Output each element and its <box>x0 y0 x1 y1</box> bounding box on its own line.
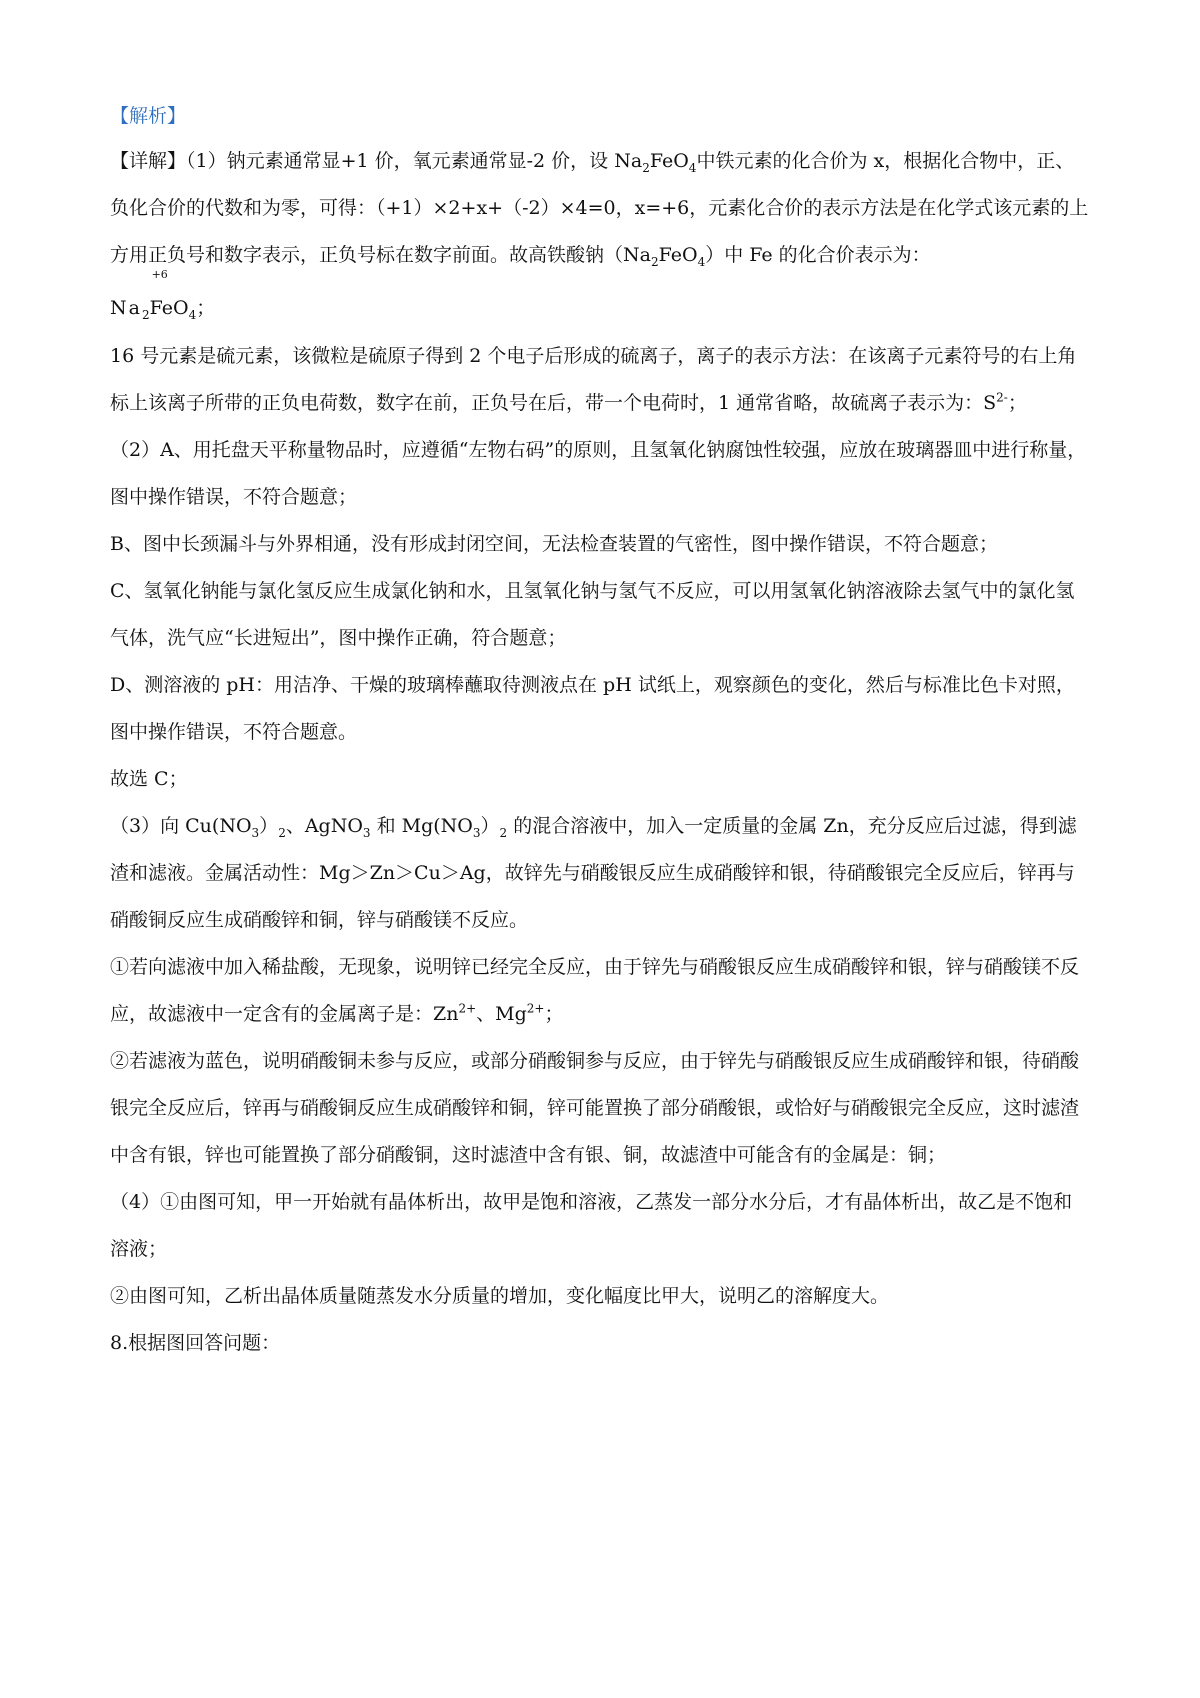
paragraph-option-a: （2）A、用托盘天平称量物品时，应遵循“左物右码”的原则，且氢氧化钠腐蚀性较强，应放在玻璃器皿中进行称量，图中操作错误，不符合题意； <box>110 439 1087 508</box>
paragraph-part-3-1 <box>110 944 1090 1038</box>
text-run: ； <box>196 297 216 319</box>
text-run: 中铁元素的化合价为 x，根据化合物中，正、负化合价的代数和为零，可得：（+1）×2+x+（-2）×4=0，x=+6，元素化合价的表示方法是在化学式该元素的上方用正负号和数字表示，正负号标在数字前面。故高铁酸钠（Na <box>110 150 1089 266</box>
valence-fe <box>149 268 173 333</box>
paragraph-part-4-1: （4）①由图可知，甲一开始就有晶体析出，故甲是饱和溶液，乙蒸发一部分水分后，才有晶体析出，故乙是不饱和溶液； <box>110 1191 1073 1260</box>
text-run: FeO <box>658 244 698 266</box>
section-heading: 【解析】 <box>110 105 187 127</box>
paragraph-answer: 故选 C； <box>110 768 188 790</box>
paragraph-part-3-2: ②若滤液为蓝色，说明硝酸铜未参与反应，或部分硝酸铜参与反应，由于锌先与硝酸银反应生成硝酸锌和银，待硝酸银完全反应后，锌再与硝酸铜反应生成硝酸锌和铜，锌可能置换了部分硝酸银，或恰好与硝酸银完全反应，这时滤渣中含有银，锌也可能置换了部分硝酸铜，这时滤渣中含有银、铜，故滤渣中可能含有的金属是：铜； <box>110 1050 1080 1166</box>
question-8-title: 8.根据图回答问题： <box>110 1332 281 1354</box>
subscript: 4 <box>188 307 197 322</box>
valence-mark: +6 <box>151 268 168 281</box>
text-run: ； <box>544 1003 564 1025</box>
subscript: 3 <box>251 825 260 840</box>
paragraph-detail-1 <box>110 138 1090 279</box>
subscript: 2 <box>278 825 286 840</box>
subscript: 2 <box>499 825 508 840</box>
text-run: （3）向 Cu(NO <box>110 815 252 837</box>
paragraph-sulfur-ion <box>110 333 1090 427</box>
subscript: 2 <box>642 160 650 175</box>
text-run: 的混合溶液中，加入一定质量的金属 Zn，充分反应后过滤，得到滤渣和滤液。金属活动性：Mg＞Zn＞Cu＞Ag，故锌先与硝酸银反应生成硝酸锌和银，待硝酸银完全反应后，锌再与硝酸铜反应生成硝酸锌和铜，锌与硝酸镁不反应。 <box>110 815 1077 931</box>
subscript: 4 <box>697 254 706 269</box>
subscript: 3 <box>472 825 481 840</box>
superscript: 2+ <box>458 1001 477 1016</box>
text-run: FeO <box>649 150 689 172</box>
text-run: 、AgNO <box>285 815 363 837</box>
text-run: 【详解】（1）钠元素通常显+1 价，氧元素通常显-2 价，设 Na <box>110 150 643 172</box>
formula-o: O <box>172 297 189 319</box>
paragraph-option-d: D、测溶液的 pH：用洁净、干燥的玻璃棒蘸取待测液点在 pH 试纸上，观察颜色的变化，然后与标准比色卡对照，图中操作错误，不符合题意。 <box>110 674 1075 743</box>
valence-formula <box>110 268 1090 333</box>
text-run: ①若向滤液中加入稀盐酸，无现象，说明锌已经完全反应，由于锌先与硝酸银反应生成硝酸锌和银，锌与硝酸镁不反应，故滤液中一定含有的金属离子是：Zn <box>110 956 1080 1025</box>
subscript: 4 <box>688 160 697 175</box>
superscript: 2+ <box>526 1001 545 1016</box>
formula-na: Na <box>110 297 142 319</box>
text-run: ） <box>259 815 279 837</box>
paragraph-option-b: B、图中长颈漏斗与外界相通，没有形成封闭空间，无法检查装置的气密性，图中操作错误，不符合题意； <box>110 533 998 555</box>
formula-fe: Fe <box>149 297 173 319</box>
text-run: ； <box>1007 392 1027 414</box>
superscript: 2- <box>996 390 1008 405</box>
text-run: 、Mg <box>476 1003 527 1025</box>
paragraph-option-c: C、氢氧化钠能与氯化氢反应生成氯化钠和水，且氢氧化钠与氢气不反应，可以用氢氧化钠溶液除去氢气中的氯化氢气体，洗气应“长进短出”，图中操作正确，符合题意； <box>110 580 1075 649</box>
paragraph-part-3 <box>110 803 1090 944</box>
subscript: 2 <box>650 254 659 269</box>
subscript: 3 <box>362 825 371 840</box>
text-run: ）中 Fe 的化合价表示为： <box>705 244 931 266</box>
subscript: 2 <box>141 307 150 322</box>
text-run: ） <box>480 815 500 837</box>
text-run: 16 号元素是硫元素，该微粒是硫原子得到 2 个电子后形成的硫离子，离子的表示方法：在该离子元素符号的右上角标上该离子所带的正负电荷数，数字在前，正负号在后，带一个电荷时，1 通常省略，故硫离子表示为：S <box>110 345 1077 414</box>
text-run: 和 Mg(NO <box>370 815 473 837</box>
paragraph-part-4-2: ②由图可知，乙析出晶体质量随蒸发水分质量的增加，变化幅度比甲大，说明乙的溶解度大。 <box>110 1285 890 1307</box>
